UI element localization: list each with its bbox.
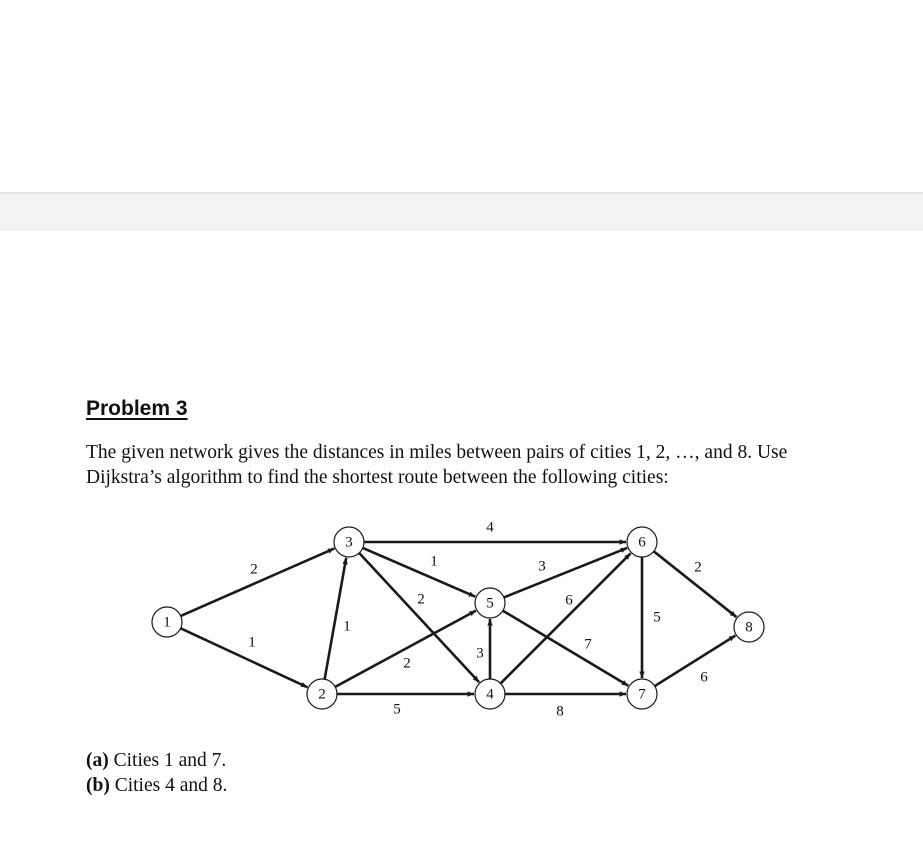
problem-statement: The given network gives the distances in miles between pairs of cities 1, 2, …, and 8. Use Dijkstra’s algorithm to find the shortest route between the following cities: xyxy=(86,442,788,488)
city-node-2 xyxy=(307,679,337,709)
edge-weight-1-2: 1 xyxy=(248,634,256,651)
city-node-3 xyxy=(334,527,364,557)
city-node-label: 7 xyxy=(638,686,646,703)
edge-2-5 xyxy=(335,611,476,687)
edge-7-8 xyxy=(655,635,736,686)
edge-weight-2-4: 5 xyxy=(393,701,401,718)
edge-weight-6-7: 5 xyxy=(653,609,661,626)
edge-weight-3-5: 1 xyxy=(430,553,438,570)
edge-weight-4-5: 3 xyxy=(476,645,484,662)
edge-1-3 xyxy=(181,548,335,616)
edge-weight-6-8: 2 xyxy=(694,559,702,576)
part-b-label: (b) xyxy=(86,775,110,796)
city-node-1 xyxy=(152,607,182,637)
part-a-label: (a) xyxy=(86,750,109,771)
city-node-label: 6 xyxy=(638,534,646,551)
edge-weight-3-6: 4 xyxy=(486,519,494,536)
city-node-label: 1 xyxy=(163,614,171,631)
city-node-label: 3 xyxy=(345,534,353,551)
edge-weight-3-4: 2 xyxy=(403,655,411,672)
city-node-label: 2 xyxy=(318,686,326,703)
part-a-text: Cities 1 and 7. xyxy=(108,750,227,771)
edge-weight-4-6: 6 xyxy=(565,592,573,609)
city-node-label: 8 xyxy=(745,619,753,636)
edge-1-2 xyxy=(181,628,308,687)
city-node-6 xyxy=(627,527,657,557)
part-b-text: Cities 4 and 8. xyxy=(109,775,228,796)
part-a xyxy=(86,750,226,772)
edge-5-6 xyxy=(504,548,627,597)
city-node-7 xyxy=(627,679,657,709)
city-node-label: 4 xyxy=(486,686,494,703)
part-b xyxy=(86,775,227,797)
edge-5-7 xyxy=(503,611,628,686)
edge-weight-2-5: 2 xyxy=(417,591,425,608)
edge-weight-2-3: 1 xyxy=(343,618,351,635)
city-node-8 xyxy=(734,612,764,642)
edge-weight-5-7: 7 xyxy=(584,636,592,653)
city-node-label: 5 xyxy=(486,595,494,612)
edge-weight-1-3: 2 xyxy=(250,561,258,578)
city-node-5 xyxy=(475,588,505,618)
edge-weight-4-7: 8 xyxy=(556,703,564,720)
edge-3-5 xyxy=(363,548,476,597)
city-node-4 xyxy=(475,679,505,709)
edge-weight-7-8: 6 xyxy=(700,669,708,686)
edge-weight-5-6: 3 xyxy=(538,558,546,575)
problem-heading: Problem 3 xyxy=(86,397,188,420)
